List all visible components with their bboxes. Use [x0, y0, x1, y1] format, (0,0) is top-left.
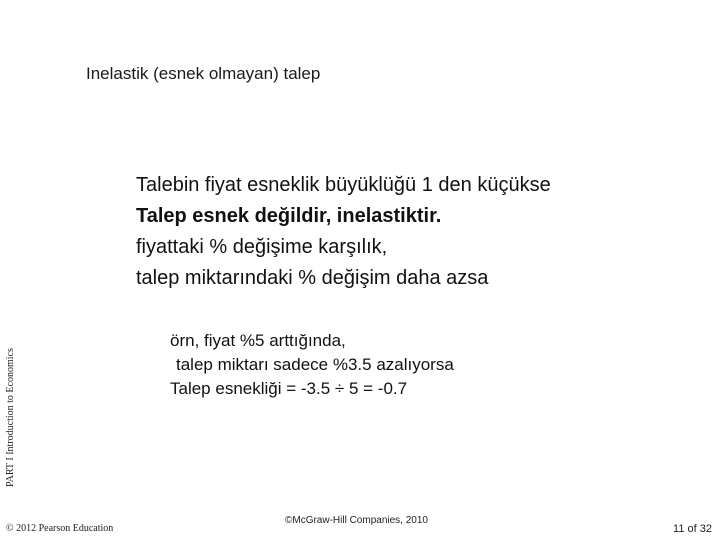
slide-title: Inelastik (esnek olmayan) talep: [86, 64, 321, 83]
main-text-block: [136, 170, 551, 294]
copyright-mcgraw-hill: ©McGraw-Hill Companies, 2010: [285, 515, 428, 526]
copyright-pearson: © 2012 Pearson Education: [6, 523, 114, 534]
main-line-1: Talebin fiyat esneklik büyüklüğü 1 den küçükse: [136, 174, 551, 196]
sidebar-part-label: PART I Introduction to Economics: [5, 348, 16, 487]
example-line-3: Talep esnekliği = -3.5 ÷ 5 = -0.7: [170, 379, 408, 398]
page-number: 11 of 32: [673, 523, 712, 535]
main-line-3: fiyattaki % değişime karşılık,: [136, 236, 388, 258]
example-block: [170, 329, 454, 401]
main-line-4: talep miktarındaki % değişim daha azsa: [136, 267, 489, 289]
example-line-1: örn, fiyat %5 arttığında,: [170, 331, 346, 350]
example-line-2: talep miktarı sadece %3.5 azalıyorsa: [176, 355, 454, 374]
main-line-2-bold: Talep esnek değildir, inelastiktir.: [136, 205, 442, 227]
